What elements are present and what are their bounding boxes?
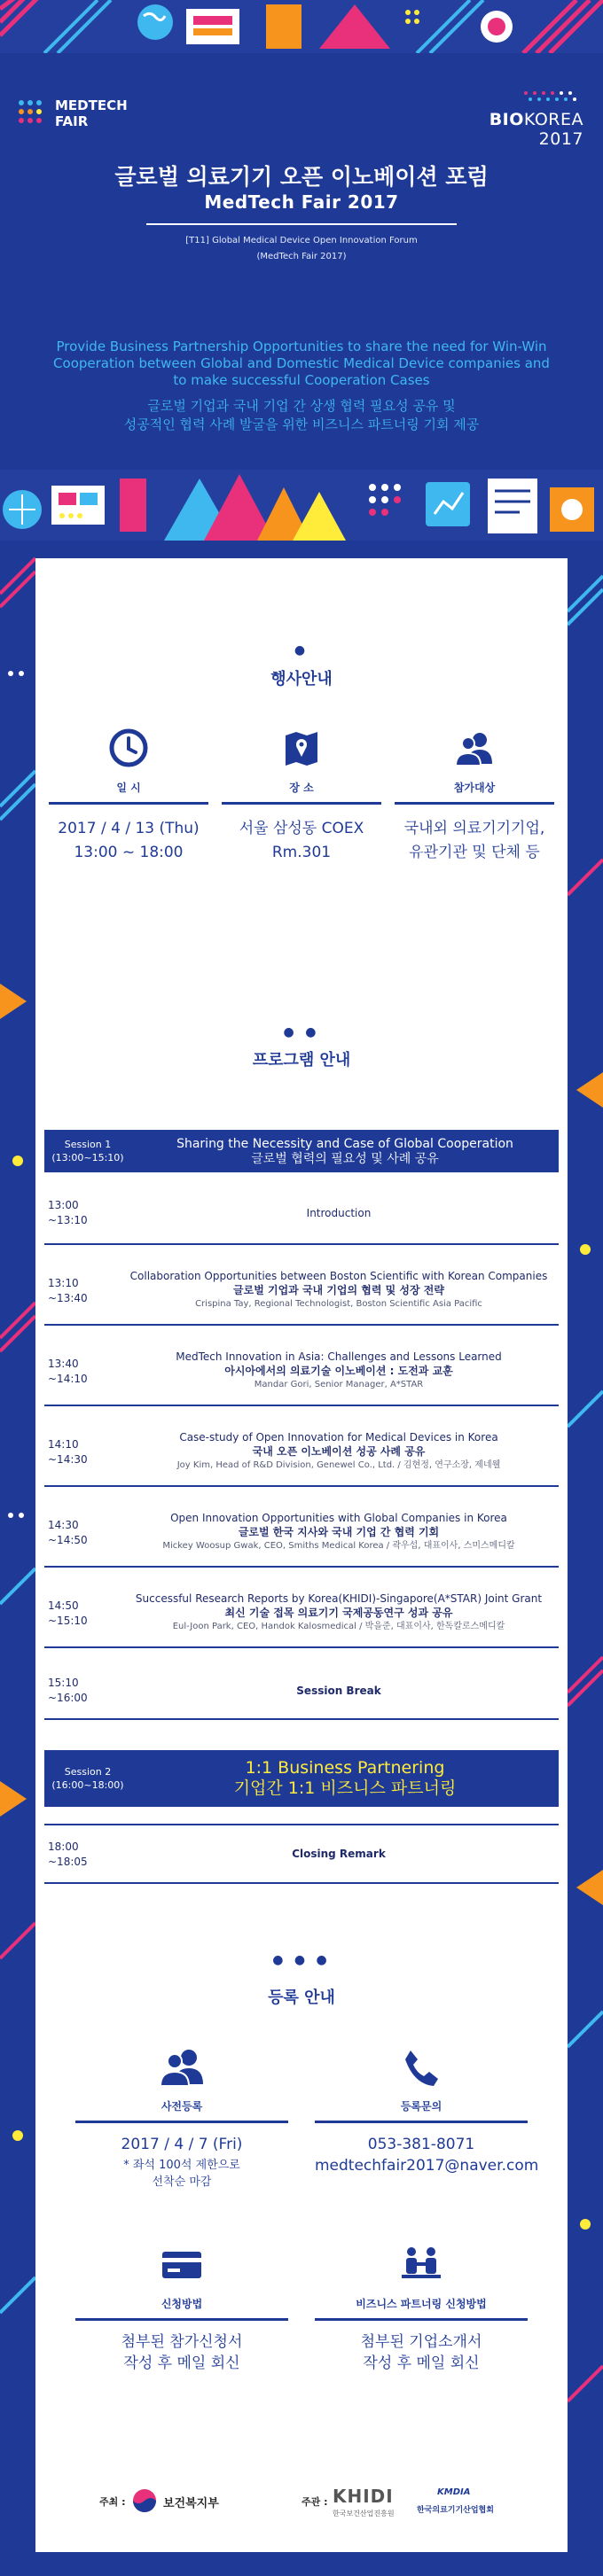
row-title-en: Collaboration Opportunities between Boston Scientific with Korean Companies <box>129 1270 548 1282</box>
host-name: 보건복지부 <box>163 2497 219 2510</box>
row-speaker: Eul-Joon Park, CEO, Handok Kalosmedical / 박을준, 대표이사, 한독칼로스메디칼 <box>172 1622 505 1631</box>
session-1-title-en: Sharing the Necessity and Case of Global Cooperation <box>176 1137 513 1151</box>
logo-bio-word: BIO <box>489 110 524 129</box>
session-2-label: Session 2 <box>64 1766 112 1778</box>
row-title-ko: 글로벌 기업과 국내 기업의 협력 및 성장 전략 <box>233 1284 444 1296</box>
program-row <box>44 1258 559 1326</box>
row-speaker: Mandar Gori, Senior Manager, A*STAR <box>254 1380 424 1389</box>
session-1-header <box>44 1130 559 1172</box>
section-dot-1: ● <box>294 643 309 658</box>
session-1-label: Session 1 <box>64 1139 112 1150</box>
top-decor-strip <box>0 0 603 53</box>
row-time-start: 18:00 <box>48 1841 79 1853</box>
row-title-ko: 글로벌 한국 지사와 국내 기업 간 협력 기회 <box>238 1526 440 1538</box>
pre-registration-date: 2017 / 4 / 7 (Fri) <box>121 2136 243 2153</box>
row-time-end: ~14:10 <box>48 1373 88 1385</box>
row-title-en: Open Innovation Opportunities with Global Companies in Korea <box>170 1512 507 1524</box>
event-date <box>49 728 208 865</box>
row-time-end: ~13:10 <box>48 1214 88 1226</box>
description-english: Provide Business Partnership Opportunities to share the need for Win-Win Cooperation between Global and Domestic Medical Device companies and to make successful Cooperation Cases <box>53 339 550 388</box>
application-method-rule <box>75 2318 288 2321</box>
partnering-method-line1: 첨부된 기업소개서 <box>360 2333 482 2351</box>
contact-email: medtechfair2017@naver.com <box>315 2157 539 2175</box>
event-place-rule <box>222 802 381 805</box>
row-time-end: ~14:30 <box>48 1453 88 1466</box>
row-time-end: ~18:05 <box>48 1856 88 1868</box>
section-dot-2: ● ● <box>283 1025 320 1039</box>
row-time-end: ~15:10 <box>48 1615 88 1627</box>
registration-contact-label: 등록문의 <box>400 2100 442 2113</box>
left-side-decor <box>0 541 35 2576</box>
host-label: 주최 : <box>99 2496 126 2508</box>
program-row <box>44 1183 559 1245</box>
registration-title: 등록 안내 <box>268 1988 335 2007</box>
row-speaker: Mickey Woosup Gwak, CEO, Smiths Medical Korea / 곽우섭, 대표이사, 스미스메디칼 <box>162 1541 515 1551</box>
event-date-rule <box>49 802 208 805</box>
row-title: Session Break <box>296 1685 381 1697</box>
partnering-method <box>315 2245 528 2374</box>
event-target-rule <box>395 802 554 805</box>
row-speaker: Joy Kim, Head of R&D Division, Genewel Co., Ltd. / 김현정, 연구소장, 제네웰 <box>176 1460 501 1470</box>
description-korean-line2: 성공적인 협력 사례 발굴을 위한 비즈니스 파트너링 기회 제공 <box>123 416 480 432</box>
card-icon <box>159 2245 205 2285</box>
people-icon <box>455 728 494 767</box>
kmdia-logo: KMDIA <box>437 2487 471 2497</box>
row-title: Introduction <box>306 1207 372 1219</box>
session-1-id <box>44 1130 131 1172</box>
registration-contact-rule <box>315 2121 528 2123</box>
partnering-method-label: 비즈니스 파트너링 신청방법 <box>356 2298 487 2310</box>
application-method-line2: 작성 후 메일 회신 <box>123 2354 240 2372</box>
map-icon <box>282 728 321 767</box>
row-title-ko: 국내 오픈 이노베이션 성공 사례 공유 <box>252 1445 426 1458</box>
pre-registration-rule <box>75 2121 288 2123</box>
event-target-value-1: 국내외 의료기기기업, <box>403 820 545 837</box>
application-method-label: 신청방법 <box>161 2298 203 2310</box>
event-place <box>222 728 381 865</box>
registration-contact <box>315 2047 539 2176</box>
footer-sponsors <box>35 2477 568 2530</box>
logo-medtech-line2: FAIR <box>55 113 89 129</box>
right-side-decor <box>568 541 603 2576</box>
forum-subtitle: [T11] Global Medical Device Open Innovation Forum <box>185 236 418 245</box>
event-place-label: 장 소 <box>289 782 314 794</box>
pre-registration-note-2: 선착순 마감 <box>152 2175 212 2189</box>
session-2-time: (16:00~18:00) <box>51 1779 124 1791</box>
session-2-title <box>131 1750 559 1807</box>
row-title-ko: 최신 기술 접목 의료기기 국제공동연구 성과 공유 <box>224 1607 453 1619</box>
program-row <box>44 1339 559 1406</box>
event-date-label: 일 시 <box>116 782 141 794</box>
event-target-value-2: 유관기관 및 단체 등 <box>409 844 540 861</box>
partnering-method-line2: 작성 후 메일 회신 <box>363 2354 480 2372</box>
application-method-line1: 첨부된 참가신청서 <box>121 2333 243 2351</box>
row-time-start: 13:10 <box>48 1277 79 1289</box>
description-korean-line1: 글로벌 기업과 국내 기업 간 상생 협력 필요성 공유 및 <box>147 398 456 414</box>
row-time-start: 14:30 <box>48 1519 79 1531</box>
event-date-value: 2017 / 4 / 13 (Thu) <box>58 820 200 837</box>
organizer-label: 주관 : <box>302 2496 328 2508</box>
program-title: 프로그램 안내 <box>252 1051 351 1070</box>
row-time-start: 15:10 <box>48 1677 79 1689</box>
pre-registration-label: 사전등록 <box>161 2100 203 2113</box>
session-1-time: (13:00~15:10) <box>51 1152 124 1163</box>
row-title-en: MedTech Innovation in Asia: Challenges and Lessons Learned <box>176 1350 502 1363</box>
session-2-header <box>44 1750 559 1807</box>
row-time-start: 13:40 <box>48 1358 79 1370</box>
row-time-start: 14:10 <box>48 1438 79 1451</box>
row-time-end: ~16:00 <box>48 1692 88 1704</box>
row-title-en: Case-study of Open Innovation for Medical Devices in Korea <box>179 1431 498 1444</box>
description-korean <box>53 397 550 434</box>
khidi-name: 한국보건산업진흥원 <box>333 2510 395 2518</box>
khidi-logo: KHIDI <box>333 2486 394 2507</box>
program-row <box>44 1420 559 1487</box>
row-title-en: Successful Research Reports by Korea(KHIDI)-Singapore(A*STAR) Joint Grant <box>135 1592 543 1605</box>
session-2-title-ko: 기업간 1:1 비즈니스 파트너링 <box>233 1778 457 1798</box>
event-info-title: 행사안내 <box>270 670 333 689</box>
row-title: Closing Remark <box>292 1848 386 1860</box>
ministry-emblem-icon <box>131 2487 158 2514</box>
header <box>0 53 603 470</box>
row-title-ko: 아시아에서의 의료기술 이노베이션 : 도전과 교훈 <box>224 1365 453 1377</box>
logo-bio-rest: KOREA 2017 <box>523 110 583 149</box>
forum-subtitle-2: (MedTech Fair 2017) <box>256 252 347 261</box>
content-card <box>35 558 568 2552</box>
phone-icon <box>398 2047 444 2088</box>
section-dot-3: ● ● ● <box>272 1953 331 1967</box>
event-target-label: 참가대상 <box>453 782 496 794</box>
page-title-korean: 글로벌 의료기기 오픈 이노베이션 포럼 <box>114 164 489 190</box>
event-target <box>395 728 554 865</box>
row-time-end: ~13:40 <box>48 1292 88 1304</box>
program-row <box>44 1500 559 1568</box>
application-method <box>75 2245 288 2374</box>
title-divider <box>146 223 457 225</box>
pre-registration-note-1: * 좌석 100석 제한으로 <box>123 2159 240 2172</box>
session-1-title <box>131 1130 559 1172</box>
program-row <box>44 1662 559 1720</box>
logo-medtech-line1: MEDTECH <box>55 97 128 113</box>
medtech-fair-logo <box>16 89 149 142</box>
partnering-method-rule <box>315 2318 528 2321</box>
event-room-value: Rm.301 <box>271 844 332 861</box>
program-row <box>44 1581 559 1648</box>
row-time-end: ~14:50 <box>48 1534 88 1546</box>
session-1-title-ko: 글로벌 협력의 필요성 및 사례 공유 <box>251 1152 439 1166</box>
event-place-value: 서울 삼성동 COEX <box>239 820 364 837</box>
bio-korea-logo <box>450 89 583 149</box>
illustration-strip <box>0 470 603 541</box>
session-2-id <box>44 1750 131 1807</box>
event-time-value: 13:00 ~ 18:00 <box>74 844 184 861</box>
session-2-title-en: 1:1 Business Partnering <box>245 1758 445 1778</box>
people-icon <box>159 2047 205 2088</box>
row-time-start: 14:50 <box>48 1599 79 1612</box>
pre-registration <box>75 2047 288 2191</box>
row-time-start: 13:00 <box>48 1199 79 1211</box>
page-title-english: MedTech Fair 2017 <box>204 191 399 213</box>
clock-icon <box>109 728 148 767</box>
kmdia-name: 한국의료기기산업협회 <box>417 2506 494 2515</box>
program-row <box>44 1824 559 1884</box>
contact-phone: 053-381-8071 <box>367 2136 475 2153</box>
partners-icon <box>398 2245 444 2285</box>
row-speaker: Crispina Tay, Regional Technologist, Boston Scientific Asia Pacific <box>195 1299 482 1309</box>
